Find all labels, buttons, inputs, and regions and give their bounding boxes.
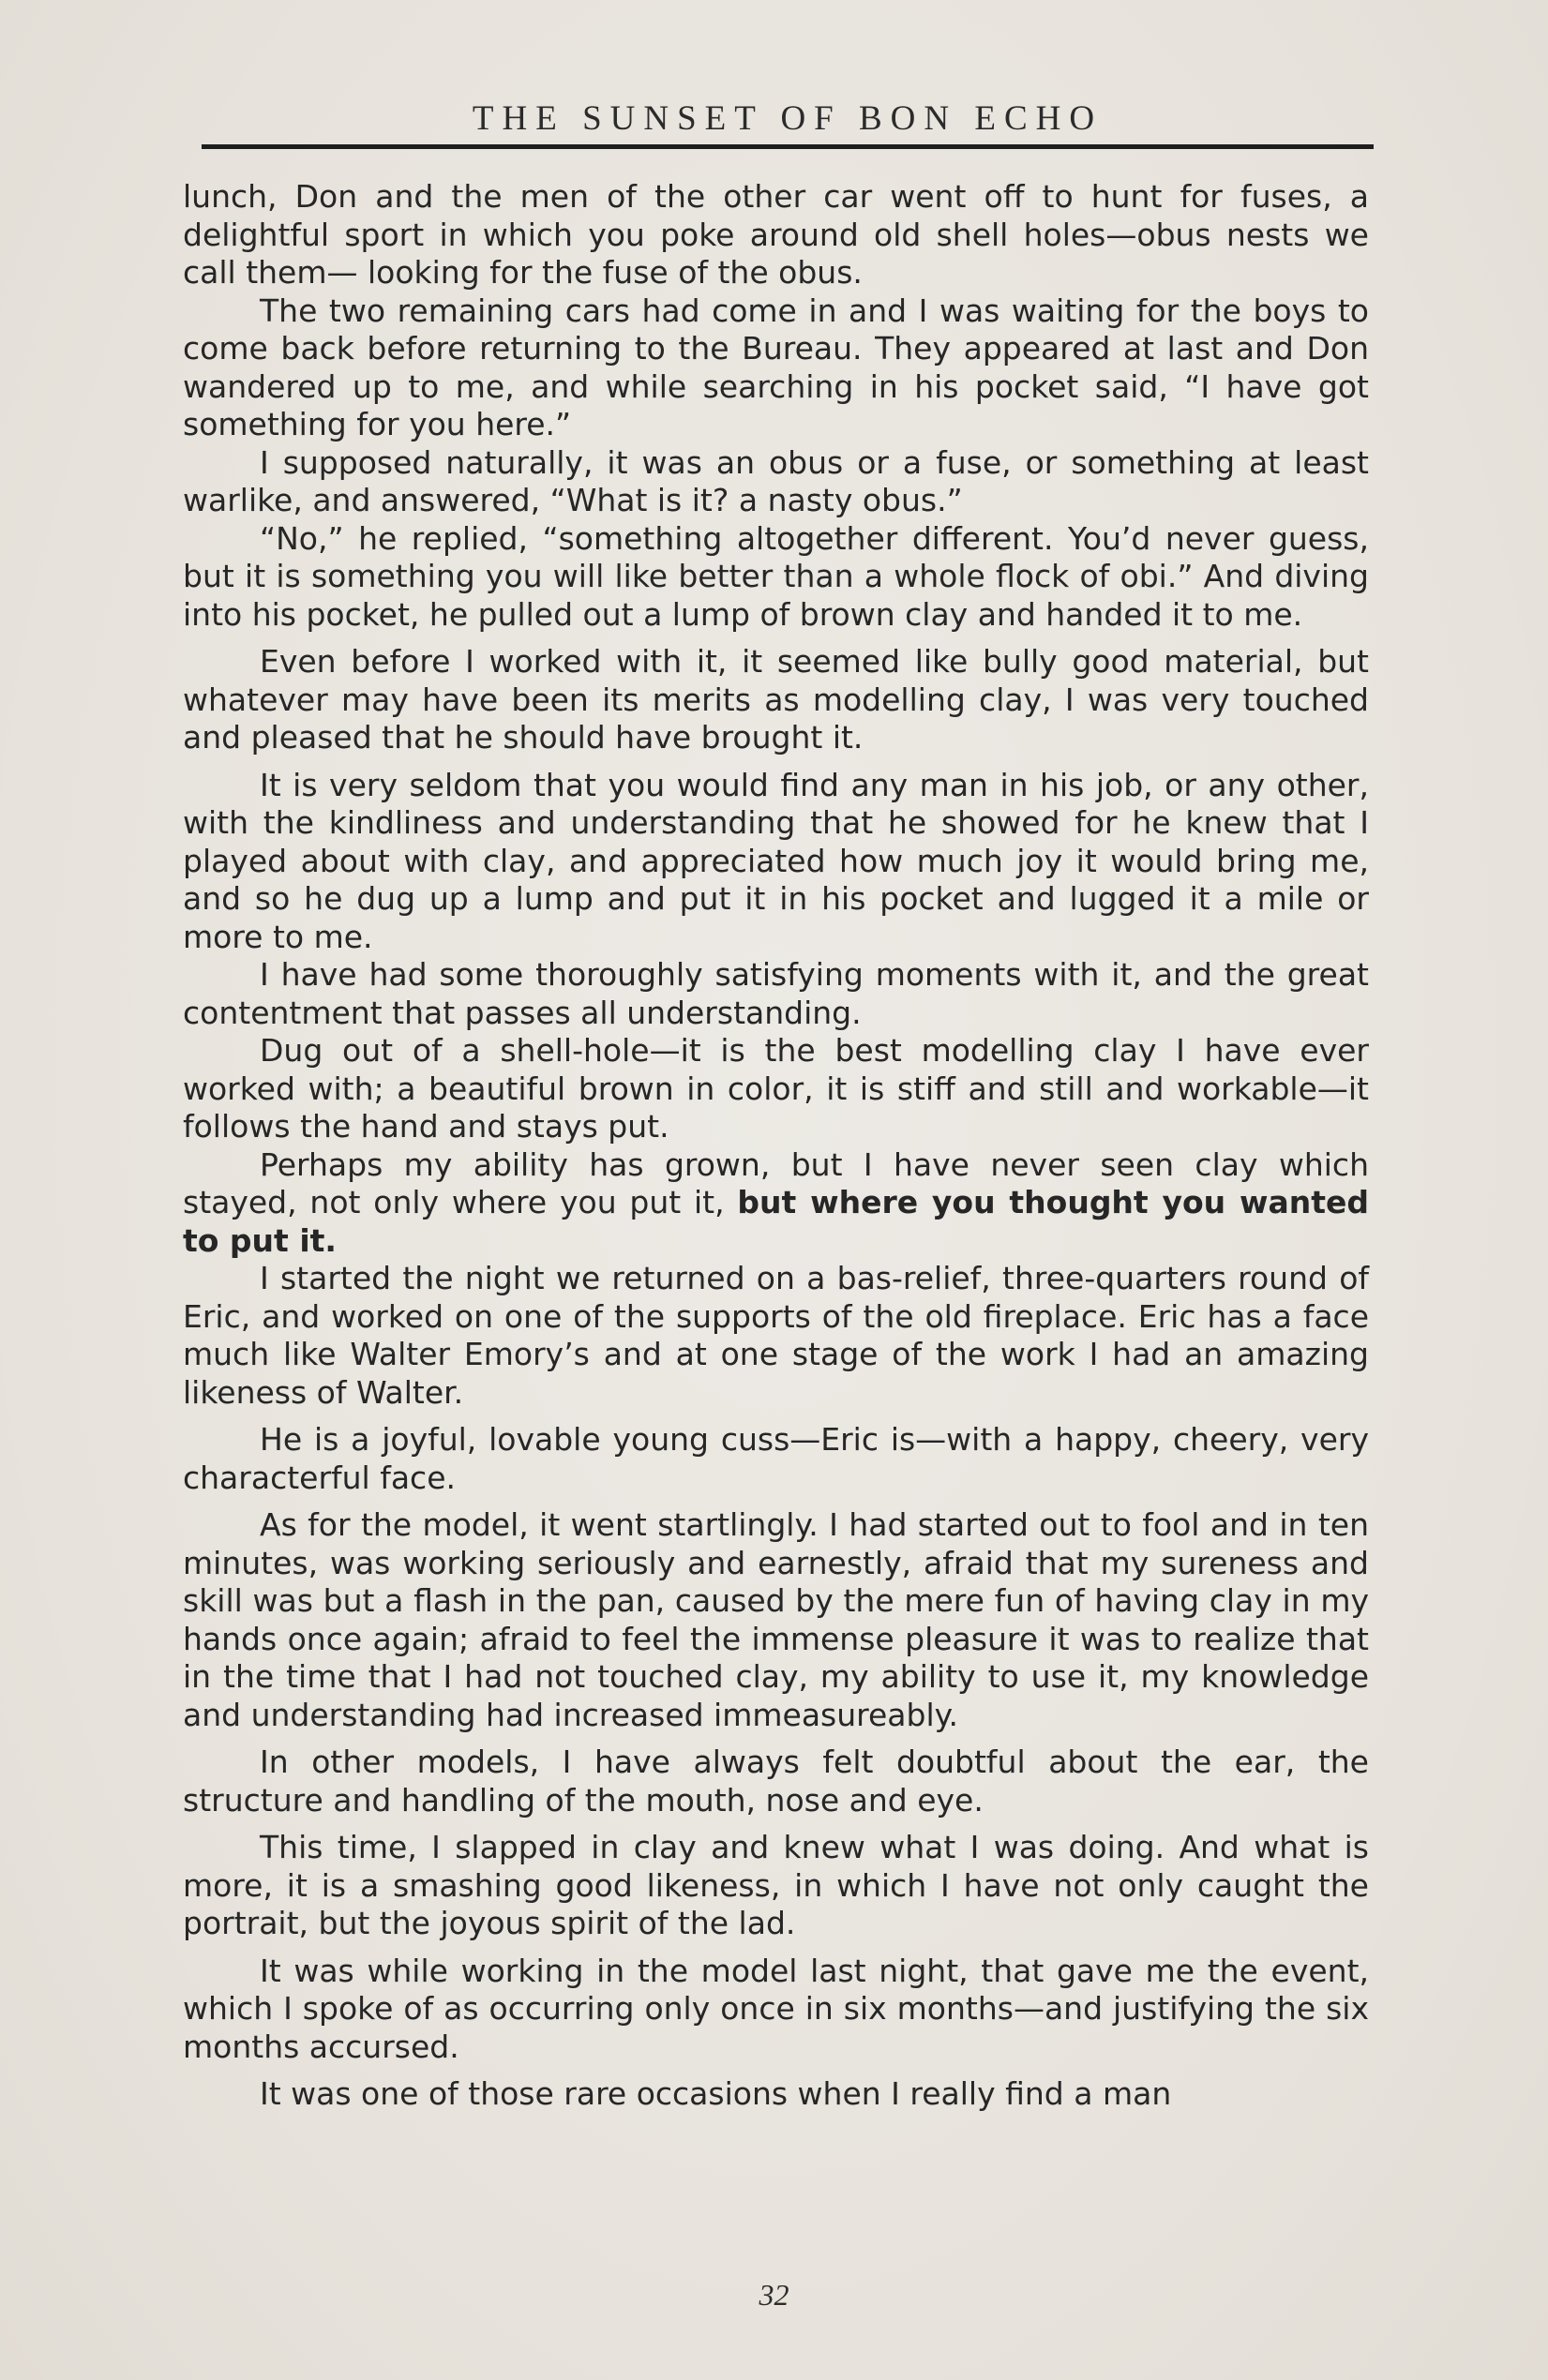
paragraph-3: I supposed naturally, it was an obus or a fuse, or something at least warlike, and answered, “What is it? a nasty obus.” bbox=[183, 443, 1369, 518]
page-number: 32 bbox=[759, 2278, 789, 2312]
paragraph-11: He is a joyful, lovable young cuss—Eric is—with a happy, cheery, very characterful face. bbox=[183, 1421, 1369, 1496]
paragraph-8: Dug out of a shell-hole—it is the best modelling clay I have ever worked with; a beautiful brown in color, it is stiff and still and workable—it follows the hand and stays put. bbox=[183, 1032, 1369, 1145]
paragraph-4: “No,” he replied, “something altogether different. You’d never guess, but it is something you will like better than a whole flock of obi.” And diving into his pocket, he pulled out a lump of brown clay and handed it to me. bbox=[183, 519, 1369, 633]
paragraph-10: I started the night we returned on a bas-relief, three-quarters round of Eric, and worked on one of the supports of the old fireplace. Eric has a face much like Walter Emory’s and at one stage of the work I had an amazing likeness of Walter. bbox=[183, 1260, 1369, 1411]
paragraph-6: It is very seldom that you would find any man in his job, or any other, with the kindliness and understanding that he showed for he knew that I played about with clay, and appreciated how much joy it would bring me, and so he dug up a lump and put it in his pocket and lugged it a mile or more to me. bbox=[183, 766, 1369, 955]
paragraph-15: It was while working in the model last night, that gave me the event, which I spoke of as occurring only once in six months—and justifying the six months accursed. bbox=[183, 1952, 1369, 2065]
body-text bbox=[183, 178, 1369, 2114]
paragraph-2: The two remaining cars had come in and I was waiting for the boys to come back before returning to the Bureau. They appeared at last and Don wandered up to me, and while searching in his pocket said, “I have got something for you here.” bbox=[183, 292, 1369, 442]
running-head bbox=[202, 98, 1374, 153]
paragraph-13: In other models, I have always felt doubtful about the ear, the structure and handling of the mouth, nose and eye. bbox=[183, 1744, 1369, 1819]
emphasis-text: but where you thought you wanted to put it. bbox=[183, 1184, 1369, 1259]
running-head-title: THE SUNSET OF BON ECHO bbox=[472, 99, 1104, 138]
paragraph-16: It was one of those rare occasions when I really find a man bbox=[260, 2075, 1172, 2112]
paragraph-14: This time, I slapped in clay and knew what I was doing. And what is more, it is a smashing good likeness, in which I have not only caught the portrait, but the joyous spirit of the lad. bbox=[183, 1829, 1369, 1941]
header-rule bbox=[202, 144, 1374, 149]
paragraph-1: lunch, Don and the men of the other car went off to hunt for fuses, a delightful sport in which you poke around old shell holes—obus nests we call them— looking for the fuse of the obus. bbox=[183, 178, 1369, 291]
paragraph-9: Perhaps my ability has grown, but I have never seen clay which stayed, not only where you put it, but where you thought you wanted to put it. bbox=[183, 1145, 1369, 1259]
paragraph-12: As for the model, it went startlingly. I had started out to fool and in ten minutes, was working seriously and earnestly, afraid that my sureness and skill was but a flash in the pan, caused by the mere fun of having clay in my hands once again; afraid to feel the immense pleasure it was to realize that in the time that I had not touched clay, my ability to use it, my knowledge and understanding had increased immeasureably. bbox=[183, 1506, 1369, 1733]
paragraph-7: I have had some thoroughly satisfying moments with it, and the great contentment that passes all understanding. bbox=[183, 956, 1369, 1031]
paragraph-5: Even before I worked with it, it seemed like bully good material, but whatever may have been its merits as modelling clay, I was very touched and pleased that he should have brought it. bbox=[183, 643, 1369, 756]
